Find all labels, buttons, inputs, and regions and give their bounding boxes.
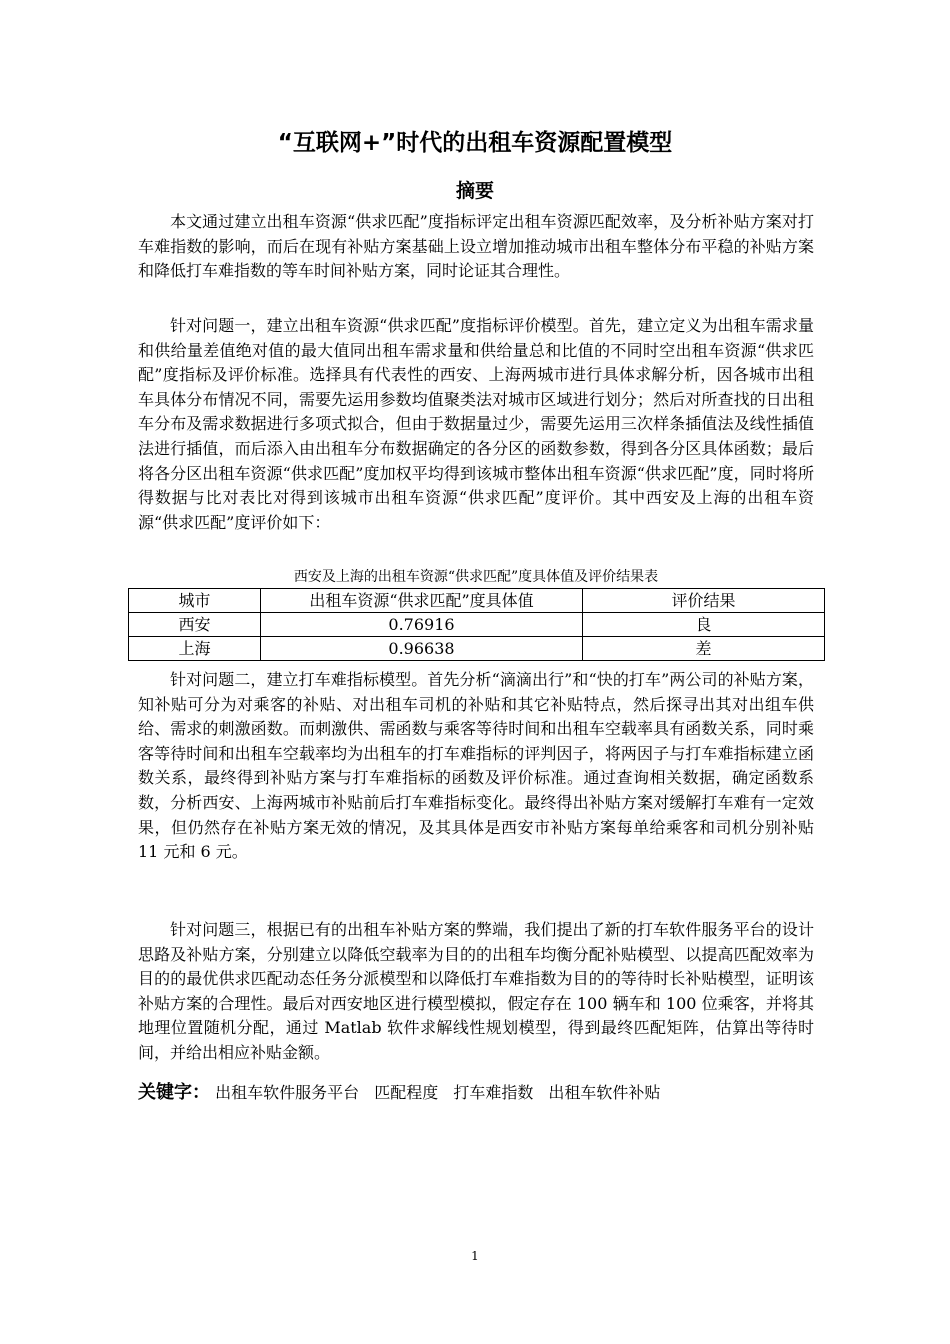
- keyword-item: 匹配程度: [374, 1083, 439, 1102]
- page-number: 1: [471, 1249, 479, 1263]
- table-header-cell: 出租车资源“供求匹配”度具体值: [261, 589, 583, 613]
- table-cell-value: 0.76916: [261, 613, 583, 637]
- keyword-item: 出租车软件补贴: [548, 1083, 661, 1102]
- table-row: [129, 613, 825, 637]
- table-caption: 西安及上海的出租车资源“供求匹配”度具体值及评价结果表: [293, 569, 659, 585]
- table-cell-city: 上海: [129, 637, 261, 661]
- table-header-row: [129, 589, 825, 613]
- keywords: [138, 1078, 838, 1104]
- table-cell-value: 0.96638: [261, 637, 583, 661]
- keyword-item: 出租车软件服务平台: [215, 1083, 360, 1102]
- table-cell-rating: 良: [583, 613, 825, 637]
- table-header-cell: 评价结果: [583, 589, 825, 613]
- abstract-paragraph-problem-2: 针对问题二，建立打车难指标模型。首先分析“滴滴出行”和“快的打车”两公司的补贴方案，知补贴可分为对乘客的补贴、对出租车司机的补贴和其它补贴特点，然后探寻出其对出组车供给、需求的刺激函数。而刺激供、需函数与乘客等待时间和出租车空载率具有函数关系，同时乘客等待时间和出租车空载率均为出租车的打车难指标的评判因子，将两因子与打车难指标建立函数关系，最终得到补贴方案与打车难指标的函数及评价标准。通过查询相关数据，确定函数系数，分析西安、上海两城市补贴前后打车难指标变化。最终得出补贴方案对缓解打车难有一定效果，但仍然存在补贴方案无效的情况，及其具体是西安市补贴方案每单给乘客和司机分别补贴 11 元和 6 元。: [138, 670, 814, 862]
- abstract-paragraph-problem-1: 针对问题一，建立出租车资源“供求匹配”度指标评价模型。首先，建立定义为出租车需求量和供给量差值绝对值的最大值同出租车需求量和供给量总和比值的不同时空出租车资源“供求匹配”度指标及评价标准。选择具有代表性的西安、上海两城市进行具体求解分析，因各城市出租车具体分布情况不同，需要先运用参数均值聚类法对城市区域进行划分；然后对所查找的日出租车分布及需求数据进行多项式拟合，但由于数据量过少，需要先运用三次样条插值法及线性插值法进行插值，而后添入由出租车分布数据确定的各分区的函数参数，得到各分区具体函数；最后将各分区出租车资源“供求匹配”度加权平均得到该城市整体出租车资源“供求匹配”度，同时将所得数据与比对表比对得到该城市出租车资源“供求匹配”度评价。其中西安及上海的出租车资源“供求匹配”度评价如下：: [138, 316, 814, 532]
- keyword-item: 打车难指数: [453, 1083, 534, 1102]
- result-table: [128, 588, 825, 661]
- table-row: [129, 637, 825, 661]
- abstract-paragraph-intro: 本文通过建立出租车资源“供求匹配”度指标评定出租车资源匹配效率，及分析补贴方案对打车难指数的影响，而后在现有补贴方案基础上设立增加推动城市出租车整体分布平稳的补贴方案和降低打车难指数的等车时间补贴方案，同时论证其合理性。: [138, 212, 814, 281]
- keywords-label: 关键字：: [138, 1082, 210, 1103]
- abstract-heading: 摘要: [455, 180, 494, 202]
- table-cell-rating: 差: [583, 637, 825, 661]
- abstract-paragraph-problem-3: 针对问题三，根据已有的出租车补贴方案的弊端，我们提出了新的打车软件服务平台的设计思路及补贴方案，分别建立以降低空载率为目的的出租车均衡分配补贴模型、以提高匹配效率为目的的最优供求匹配动态任务分派模型和以降低打车难指数为目的的等待时长补贴模型，证明该补贴方案的合理性。最后对西安地区进行模型模拟，假定存在 100 辆车和 100 位乘客，并将其地理位置随机分配，通过 Matlab 软件求解线性规划模型，得到最终匹配矩阵，估算出等待时间，并给出相应补贴金额。: [138, 920, 814, 1062]
- table-cell-city: 西安: [129, 613, 261, 637]
- table-header-cell: 城市: [129, 589, 261, 613]
- paper-title: “互联网+”时代的出租车资源配置模型: [277, 130, 673, 156]
